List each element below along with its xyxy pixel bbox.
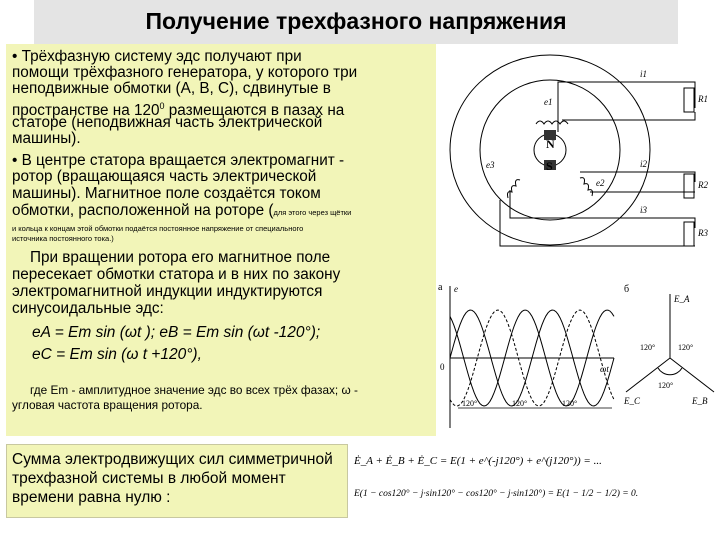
wave-shift-2: 120° <box>512 399 528 408</box>
wave-axis-e-label: e <box>454 284 458 294</box>
vector-arc <box>658 368 682 375</box>
winding-label-3: e3 <box>486 160 495 170</box>
resistor-3 <box>684 222 694 246</box>
bullet2-small1: и кольца к концам этой обмотки подаётся постоянное напряжение от специального <box>12 224 304 233</box>
winding-3 <box>508 180 521 198</box>
vector-angle-1: 120° <box>640 343 656 352</box>
bullet1-line2: помощи трёхфазного генератора, у которого три <box>12 64 358 81</box>
vector-label-a: E_A <box>674 294 690 304</box>
vector-label-b: E_B <box>692 396 708 406</box>
para3-line2: пересекает обмотки статора и в них по закону <box>12 266 341 283</box>
vector-b <box>670 358 714 392</box>
winding-label-2: e2 <box>596 178 605 188</box>
winding-label-1: e1 <box>544 97 553 107</box>
bullet1-line6: машины). <box>12 130 81 147</box>
sum-formula-line2: E(1 − cos120° − j·sin120° − cos120° − j·sin120°) = E(1 − 1/2 − 1/2) = 0. <box>354 489 639 499</box>
wave-shift-1: 120° <box>462 399 478 408</box>
vector-panel-label: б <box>624 284 630 295</box>
load-label-3: R3 <box>698 228 708 238</box>
generator-diagram <box>440 50 716 270</box>
load-label-2: R2 <box>698 180 708 190</box>
vector-angle-2: 120° <box>678 343 694 352</box>
current-label-2: i2 <box>640 159 648 169</box>
bullet2-inline-small: для этого через щётки <box>273 208 352 217</box>
bullet2-line1: • В центре статора вращается электромагнит - <box>12 152 345 169</box>
bullet1-line3: неподвижные обмотки (А, В, С), сдвинутые в <box>12 80 331 97</box>
sum-formula-line1: Ė_A + Ė_B + Ė_C = E(1 + e^(-j120°) + e^(j120°)) = ... <box>354 455 602 467</box>
bullet2-small2: источника постоянного тока.) <box>12 234 114 243</box>
page-title: Получение трехфазного напряжения <box>145 8 567 34</box>
bullet2-line3: машины). Магнитное поле создаётся током <box>12 185 321 202</box>
para3-line4: синусоидальные эдс: <box>12 300 164 317</box>
wave-axis-t-label: ωt <box>600 364 609 374</box>
bullet2-line4-start: обмотки, расположенной на роторе ( <box>12 202 274 219</box>
bullet1-line4-start: пространстве на 120 <box>12 102 160 120</box>
vector-label-c: E_C <box>624 396 641 406</box>
current-label-3: i3 <box>640 205 648 215</box>
para3-line3: электромагнитной индукции индуктируются <box>12 283 323 300</box>
wave-panel-label: а <box>438 282 443 293</box>
sum-formula <box>352 444 718 514</box>
resistor-1 <box>684 88 694 112</box>
wave-origin-label: 0 <box>440 362 445 372</box>
bullet1-line4-tail: размещаются в пазах на <box>164 102 345 120</box>
rotor-n-label: N <box>546 137 555 151</box>
bullet2-line2: ротор (вращающаяся часть электрической <box>12 168 317 185</box>
wire-return-3 <box>500 200 695 246</box>
formula-line2: eC = Em sin (ω t +120°), <box>32 346 202 363</box>
sine-wave-plot <box>436 278 620 438</box>
note-line1: где Em - амплитудное значение эдс во всех трёх фазах; ω - <box>30 383 358 397</box>
note-line2: угловая частота вращения ротора. <box>12 398 203 412</box>
bullet1-line1: • Трёхфазную систему эдс получают при <box>12 48 302 65</box>
degree-sup: 0 <box>159 101 165 111</box>
formula-line1: eA = Em sin (ωt ); eB = Em sin (ωt -120°); <box>32 324 321 341</box>
sum-text: Сумма электродвижущих сил симметричной трехфазной системы в любой момент времени равна нулю : <box>12 451 333 506</box>
title-bar <box>34 0 678 44</box>
winding-2 <box>580 178 593 196</box>
wave-shift-3: 120° <box>562 399 578 408</box>
bullet1-line5: статоре (неподвижная часть электрической <box>12 114 323 131</box>
vector-angle-3: 120° <box>658 381 674 390</box>
current-label-1: i1 <box>640 69 648 79</box>
winding-1 <box>536 121 568 124</box>
wire-return-1 <box>562 112 695 120</box>
vector-diagram <box>622 280 718 430</box>
load-label-1: R1 <box>698 94 708 104</box>
para3-line1: При вращении ротора его магнитное поле <box>30 249 331 266</box>
bullet2-line4 <box>12 204 351 219</box>
resistor-2 <box>684 174 694 198</box>
rotor-s-label: S <box>546 159 553 173</box>
